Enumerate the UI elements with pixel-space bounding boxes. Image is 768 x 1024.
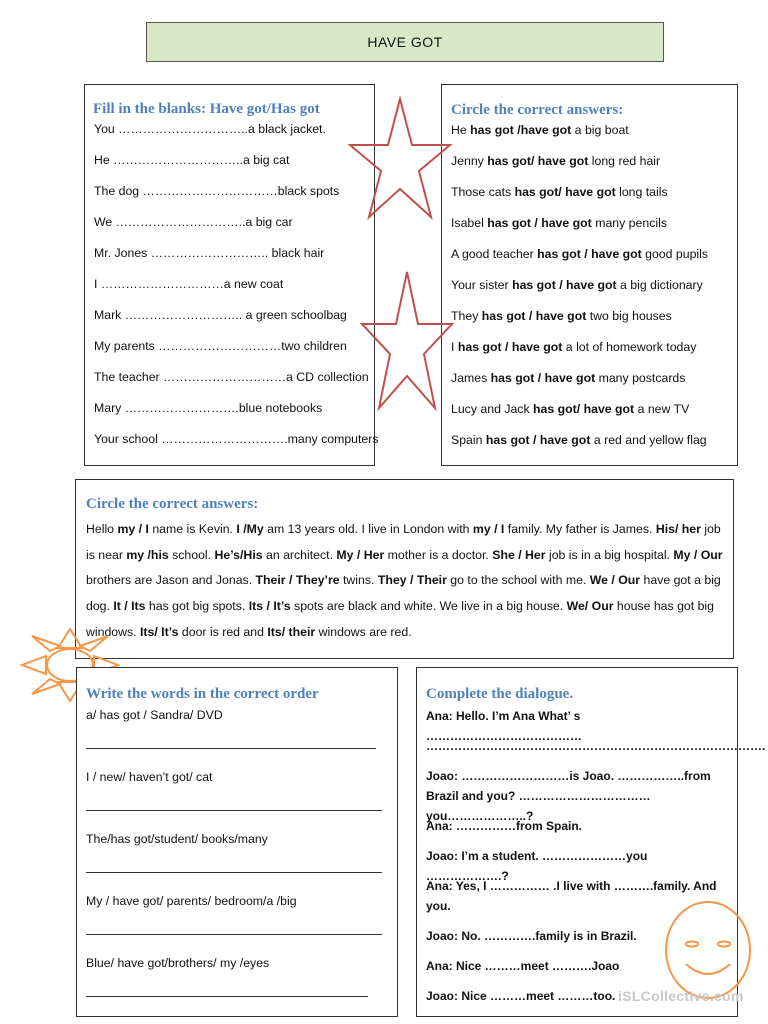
fill-blank-item: The teacher …………………………a CD collection xyxy=(94,370,369,384)
item-text: two big houses xyxy=(586,309,672,323)
answer-options: Its/ their xyxy=(267,624,316,639)
paragraph-text: spots are black and white. We live in a big house. xyxy=(290,599,567,614)
item-text: a lot of homework today xyxy=(562,340,697,354)
item-text: many pencils xyxy=(591,216,667,230)
fill-blank-item: You …………………………..a black jacket. xyxy=(94,122,326,136)
fill-blank-item: Your school ………………………….many computers xyxy=(94,432,379,446)
dialogue-line: Ana: Yes, I …………… .I live with ……….family. And you. xyxy=(426,879,717,913)
answer-line xyxy=(86,996,368,997)
word-order-prompt: The/has got/student/ books/many xyxy=(86,832,268,846)
fill-blank-item: Mr. Jones ……………………….. black hair xyxy=(94,246,325,260)
fill-blank-item: Mary ……………………….blue notebooks xyxy=(94,401,323,415)
item-text: long tails xyxy=(615,185,668,199)
paragraph-text: job is near xyxy=(86,522,721,562)
paragraph-text: name is Kevin. xyxy=(148,522,237,536)
word-order-section xyxy=(76,667,398,1017)
answer-options: has got / have got xyxy=(457,340,563,354)
paragraph-text: windows are red. xyxy=(315,624,412,639)
answer-options: We / Our xyxy=(589,573,641,588)
fill-blank-item: He …………………………..a big cat xyxy=(94,153,290,167)
circle-answer-item xyxy=(451,123,629,137)
item-text: Lucy and Jack xyxy=(451,402,534,416)
item-text: a red and yellow flag xyxy=(590,433,707,447)
answer-options: My / Her xyxy=(336,547,385,562)
answer-line xyxy=(86,934,382,935)
answer-options: has got / have got xyxy=(481,309,587,323)
item-text: Isabel xyxy=(451,216,488,230)
paragraph-text: am 13 years old. I live in London with xyxy=(263,522,473,536)
paragraph-text: go to the school with me. xyxy=(446,573,590,588)
circle-answer-item xyxy=(451,402,689,416)
word-order-prompt: My / have got/ parents/ bedroom/a /big xyxy=(86,894,297,908)
dialogue-heading: Complete the dialogue. xyxy=(426,686,574,702)
item-text: a big dictionary xyxy=(616,278,703,292)
circle-answer-item xyxy=(451,154,660,168)
item-text: many postcards xyxy=(595,371,686,385)
item-text: A good teacher xyxy=(451,247,538,261)
item-text: They xyxy=(451,309,482,323)
circle-answer-item xyxy=(451,433,707,447)
word-order-prompt: Blue/ have got/brothers/ my /eyes xyxy=(86,956,270,970)
answer-options: Its / It’s xyxy=(248,599,291,614)
answer-options: has got /have got xyxy=(470,123,572,137)
item-text: James xyxy=(451,371,491,385)
paragraph-text: twins. xyxy=(339,573,378,588)
paragraph-text: brothers are Jason and Jonas. xyxy=(86,573,256,588)
fill-blanks-heading: Fill in the blanks: Have got/Has got xyxy=(93,101,320,117)
item-text: Spain xyxy=(451,433,486,447)
worksheet-title: HAVE GOT xyxy=(367,34,443,50)
answer-options: I /My xyxy=(236,522,264,536)
answer-options: has got/ have got xyxy=(487,154,589,168)
answer-options: has got/ have got xyxy=(514,185,616,199)
fill-blank-item: My parents …………………………two children xyxy=(94,339,347,353)
paragraph-text: house has got big windows. xyxy=(86,599,715,639)
star-icon xyxy=(360,270,454,412)
answer-options: has got/ have got xyxy=(533,402,635,416)
answer-options: She / Her xyxy=(492,547,546,562)
item-text: a big boat xyxy=(571,123,629,137)
possessives-paragraph xyxy=(86,517,723,646)
item-text: Jenny xyxy=(451,154,488,168)
dialogue-line: Joao: Nice ………meet ………too. xyxy=(426,989,616,1003)
answer-options: Its/ It’s xyxy=(140,624,179,639)
dialogue-line: Ana: ……………from Spain. xyxy=(426,819,583,833)
answer-options: my / I xyxy=(472,522,505,536)
paragraph-text: Hello xyxy=(86,522,118,536)
item-text: a new TV xyxy=(634,402,690,416)
answer-options: has got / have got xyxy=(537,247,642,261)
answer-options: my / I xyxy=(117,522,149,536)
item-text: Those cats xyxy=(451,185,515,199)
answer-options: We/ Our xyxy=(566,599,614,614)
answer-line xyxy=(86,872,382,873)
answer-options: My / Our xyxy=(673,547,723,562)
circle-answer-item xyxy=(451,371,685,385)
paragraph-text: job is in a big hospital. xyxy=(545,547,674,562)
answer-options: His/ her xyxy=(655,522,701,536)
paragraph-text: have got a big dog. xyxy=(86,573,721,614)
answer-options: has got / have got xyxy=(512,278,617,292)
item-text: He xyxy=(451,123,471,137)
answer-options: has got / have got xyxy=(485,433,591,447)
fill-blank-item: We …………………………..a big car xyxy=(94,215,293,229)
circle-answer-item xyxy=(451,216,667,230)
star-icon xyxy=(348,97,452,221)
answer-options: has got / have got xyxy=(490,371,596,385)
word-order-prompt: a/ has got / Sandra/ DVD xyxy=(86,708,223,722)
item-text: I xyxy=(451,340,458,354)
circle-answer-item xyxy=(451,278,703,292)
word-order-heading: Write the words in the correct order xyxy=(86,686,319,702)
paragraph-text: school. xyxy=(168,547,215,562)
answer-options: They / Their xyxy=(377,573,447,588)
fill-blank-item: Mark ……………………….. a green schoolbag xyxy=(94,308,347,322)
paragraph-text: mother is a doctor. xyxy=(384,547,493,562)
circle-answer-item xyxy=(451,340,696,354)
paragraph-text: an architect. xyxy=(262,547,337,562)
answer-options: my /his xyxy=(126,547,169,562)
fill-blank-item: The dog ……………………………black spots xyxy=(94,184,340,198)
answer-options: Their / They’re xyxy=(255,573,340,588)
paragraph-text: has got big spots. xyxy=(145,599,249,614)
circle-answer-item xyxy=(451,309,672,323)
dialogue-line: Joao: I’m a student. …………………you ……………….? xyxy=(426,849,648,883)
paragraph-text: family. My father is James. xyxy=(504,522,656,536)
fill-blanks-section xyxy=(84,84,379,466)
dialogue-line: Joao: ………………………is Joao. ……………..from Brazil and you? ……………………………you………………..? xyxy=(426,769,711,823)
answer-options: has got / have got xyxy=(487,216,592,230)
dialogue-line: Ana: Hello. I’m Ana What’ s ………………………………… xyxy=(426,709,582,743)
word-order-prompt: I / new/ haven’t got/ cat xyxy=(86,770,213,784)
dialogue-line: Joao: No. ………….family is in Brazil. xyxy=(426,929,637,943)
paragraph-text: door is red and xyxy=(178,624,268,639)
answer-line xyxy=(86,748,376,749)
answer-options: He’s/His xyxy=(214,547,263,562)
smiley-face-icon xyxy=(664,900,752,1000)
circle-answers-section xyxy=(441,84,738,466)
answer-line xyxy=(86,810,382,811)
dialogue-line: Ana: Nice ………meet ……….Joao xyxy=(426,959,620,973)
item-text: Your sister xyxy=(451,278,513,292)
circle-answer-item xyxy=(451,185,668,199)
answer-options: It / Its xyxy=(113,599,146,614)
fill-blank-item: I …………………………a new coat xyxy=(94,277,284,291)
circle-answers-heading: Circle the correct answers: xyxy=(451,102,624,118)
circle-answer-item xyxy=(451,247,708,261)
watermark: iSLCollective.com xyxy=(618,988,744,1004)
possessives-section xyxy=(75,479,734,659)
item-text: good pupils xyxy=(641,247,709,261)
dialogue-line: …………………………………………………………………………. xyxy=(426,739,766,753)
worksheet-title-box xyxy=(146,22,664,62)
possessives-heading: Circle the correct answers: xyxy=(86,496,259,512)
item-text: long red hair xyxy=(588,154,661,168)
